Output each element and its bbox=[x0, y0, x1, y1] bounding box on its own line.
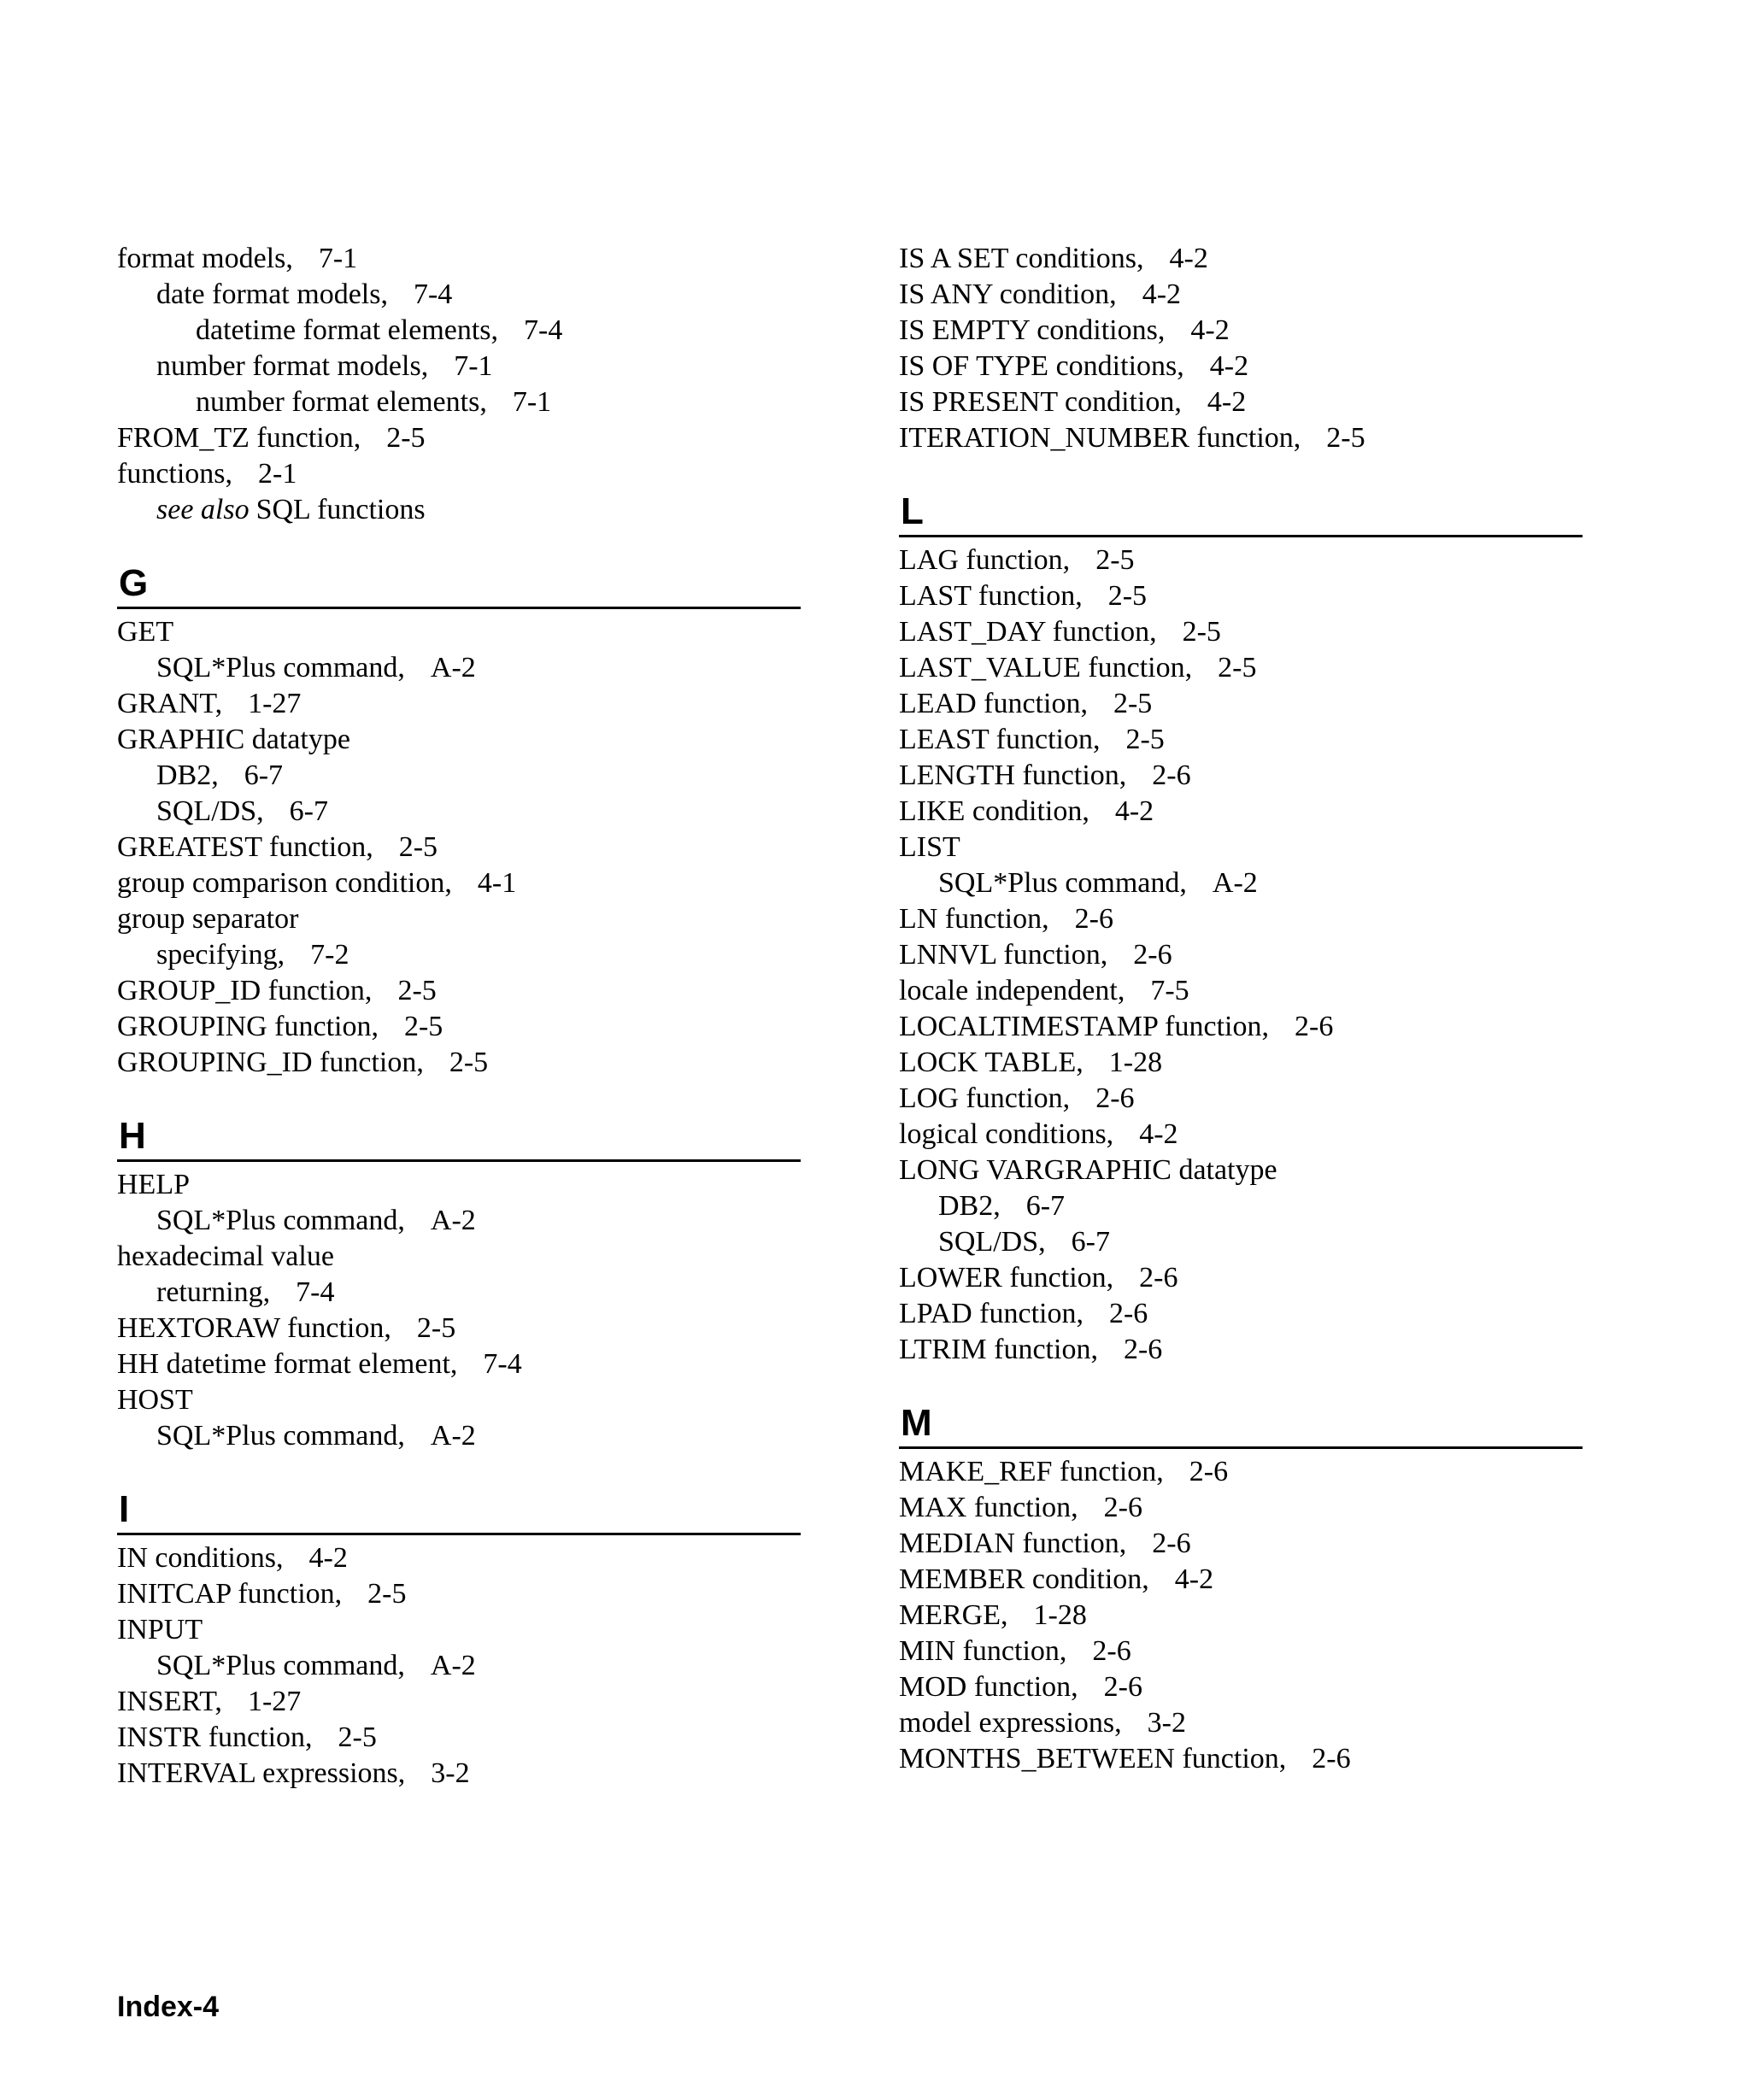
page-reference: 4-2 bbox=[1142, 279, 1182, 310]
index-entry bbox=[117, 1239, 801, 1275]
index-entry bbox=[899, 830, 1583, 865]
page-reference: 2-5 bbox=[449, 1047, 489, 1078]
page-reference: 4-2 bbox=[1209, 350, 1249, 382]
index-term: IS ANY condition, bbox=[899, 279, 1117, 310]
index-entry bbox=[117, 901, 801, 937]
index-entry bbox=[117, 1684, 801, 1720]
page-reference: 1-27 bbox=[247, 1686, 302, 1717]
index-entry bbox=[117, 1382, 801, 1418]
index-entry bbox=[899, 1454, 1583, 1490]
index-term: GROUPING_ID function, bbox=[117, 1047, 424, 1078]
index-entry bbox=[117, 722, 801, 758]
index-term: DB2, bbox=[938, 1190, 1001, 1222]
index-term: format models, bbox=[117, 243, 293, 274]
index-term: LTRIM function, bbox=[899, 1334, 1098, 1365]
index-term: LAST_VALUE function, bbox=[899, 652, 1193, 683]
page-reference: 2-6 bbox=[1103, 1492, 1142, 1523]
page-reference: 1-28 bbox=[1108, 1047, 1163, 1078]
index-entry bbox=[117, 1009, 801, 1045]
page-reference: 2-6 bbox=[1092, 1635, 1131, 1667]
index-term: MEMBER condition, bbox=[899, 1563, 1149, 1595]
index-subentry bbox=[117, 313, 801, 349]
page-reference: 7-4 bbox=[524, 314, 563, 346]
index-term: MAX function, bbox=[899, 1492, 1078, 1523]
page-reference: 2-6 bbox=[1123, 1334, 1163, 1365]
page-reference: 2-5 bbox=[367, 1578, 407, 1610]
index-entry bbox=[899, 1526, 1583, 1562]
index-term: SQL*Plus command, bbox=[156, 1650, 405, 1681]
index-entry bbox=[117, 1167, 801, 1203]
page-reference: 2-5 bbox=[403, 1011, 443, 1042]
page-reference: 2-6 bbox=[1139, 1262, 1178, 1293]
page-reference: 2-5 bbox=[1113, 688, 1153, 719]
index-entry bbox=[899, 1117, 1583, 1153]
page-reference: 3-2 bbox=[1147, 1707, 1186, 1739]
index-term: SQL/DS, bbox=[156, 795, 264, 827]
index-term: group comparison condition, bbox=[117, 867, 452, 899]
page-reference: A-2 bbox=[430, 1650, 476, 1681]
index-term: FROM_TZ function, bbox=[117, 422, 361, 454]
page-reference: 2-5 bbox=[1095, 544, 1135, 576]
page-reference: 7-2 bbox=[310, 939, 349, 971]
index-term: LONG VARGRAPHIC datatype bbox=[899, 1154, 1277, 1186]
index-term: functions, bbox=[117, 458, 233, 490]
index-term: INSTR function, bbox=[117, 1722, 313, 1753]
page-footer-label: Index-4 bbox=[117, 1991, 220, 2023]
index-subentry bbox=[117, 1275, 801, 1311]
index-term: LAG function, bbox=[899, 544, 1071, 576]
index-term: DB2, bbox=[156, 760, 219, 791]
page-reference: 2-6 bbox=[1295, 1011, 1334, 1042]
page-reference: 2-5 bbox=[1107, 580, 1148, 612]
page-reference: 6-7 bbox=[1025, 1190, 1066, 1222]
section-heading-i: I bbox=[117, 1488, 801, 1535]
index-term: MEDIAN function, bbox=[899, 1528, 1127, 1559]
index-entry bbox=[117, 456, 801, 492]
index-entry bbox=[899, 1562, 1583, 1598]
index-entry bbox=[117, 1612, 801, 1648]
index-entry bbox=[899, 1332, 1583, 1368]
page-reference: A-2 bbox=[1212, 867, 1258, 899]
page-reference: 7-4 bbox=[413, 279, 453, 310]
index-term: GRAPHIC datatype bbox=[117, 724, 350, 755]
index-subentry bbox=[899, 1188, 1583, 1224]
index-term: LAST_DAY function, bbox=[899, 616, 1157, 648]
index-term: locale independent, bbox=[899, 975, 1125, 1006]
index-term: MERGE, bbox=[899, 1599, 1008, 1631]
index-term: HH datetime format element, bbox=[117, 1348, 458, 1380]
index-term: hexadecimal value bbox=[117, 1241, 334, 1272]
index-term: LN function, bbox=[899, 903, 1049, 935]
page-reference: 7-4 bbox=[296, 1276, 335, 1308]
index-term: LIST bbox=[899, 831, 960, 863]
page-reference: 6-7 bbox=[289, 795, 328, 827]
page-reference: 2-6 bbox=[1189, 1456, 1229, 1487]
index-entry bbox=[117, 1311, 801, 1346]
page-reference: 2-1 bbox=[258, 458, 297, 490]
index-term: SQL*Plus command, bbox=[156, 652, 405, 683]
index-subentry bbox=[117, 937, 801, 973]
index-term: GROUP_ID function, bbox=[117, 975, 373, 1006]
index-entry bbox=[899, 937, 1583, 973]
index-term: HELP bbox=[117, 1169, 190, 1200]
index-entry bbox=[899, 686, 1583, 722]
index-subentry bbox=[117, 277, 801, 313]
index-entry bbox=[899, 1081, 1583, 1117]
see-also-entry bbox=[117, 492, 801, 528]
index-subentry bbox=[899, 1224, 1583, 1260]
index-term: number format models, bbox=[156, 350, 429, 382]
index-term: LNNVL function, bbox=[899, 939, 1108, 971]
page-reference: 4-1 bbox=[477, 867, 517, 899]
page-reference: 3-2 bbox=[431, 1757, 470, 1789]
index-entry bbox=[899, 722, 1583, 758]
index-entry bbox=[117, 1756, 801, 1792]
index-entry bbox=[899, 758, 1583, 794]
index-term: date format models, bbox=[156, 279, 388, 310]
page-reference: 2-5 bbox=[338, 1722, 377, 1753]
index-entry bbox=[899, 420, 1583, 456]
index-term: MONTHS_BETWEEN function, bbox=[899, 1743, 1287, 1774]
index-entry bbox=[899, 1669, 1583, 1705]
page-reference: 2-6 bbox=[1074, 903, 1113, 935]
index-entry bbox=[117, 1540, 801, 1576]
index-term: SQL functions bbox=[255, 494, 426, 525]
index-column-left bbox=[117, 241, 801, 1792]
index-entry bbox=[117, 420, 801, 456]
index-entry bbox=[117, 865, 801, 901]
page-reference: 2-6 bbox=[1152, 1528, 1191, 1559]
page-reference: 2-5 bbox=[1182, 616, 1221, 648]
index-term: GRANT, bbox=[117, 688, 223, 719]
page-reference: 7-1 bbox=[318, 243, 358, 274]
page-reference: 1-27 bbox=[248, 688, 302, 719]
index-column-right bbox=[899, 241, 1583, 1777]
page-reference: 4-2 bbox=[1169, 243, 1208, 274]
index-term: INPUT bbox=[117, 1614, 203, 1645]
index-entry bbox=[899, 349, 1583, 384]
page-reference: 2-6 bbox=[1095, 1082, 1135, 1114]
index-term: IS PRESENT condition, bbox=[899, 386, 1182, 418]
index-subentry bbox=[117, 1203, 801, 1239]
index-entry bbox=[899, 277, 1583, 313]
index-entry bbox=[899, 650, 1583, 686]
page-reference: 2-6 bbox=[1103, 1671, 1142, 1703]
page-reference: 2-6 bbox=[1312, 1743, 1351, 1774]
index-term: IN conditions, bbox=[117, 1542, 284, 1574]
page-reference: 4-2 bbox=[1139, 1118, 1178, 1150]
index-term: group separator bbox=[117, 903, 299, 935]
index-entry bbox=[117, 686, 801, 722]
index-term: LOCALTIMESTAMP function, bbox=[899, 1011, 1269, 1042]
page-reference: 6-7 bbox=[1071, 1226, 1110, 1258]
index-term: GROUPING function, bbox=[117, 1011, 379, 1042]
index-entry bbox=[899, 578, 1583, 614]
page-reference: 7-1 bbox=[454, 350, 493, 382]
page-reference: 2-5 bbox=[1125, 724, 1165, 755]
index-term: datetime format elements, bbox=[196, 314, 499, 346]
index-term: IS A SET conditions, bbox=[899, 243, 1144, 274]
page-reference: 7-4 bbox=[483, 1348, 522, 1380]
index-entry bbox=[899, 1296, 1583, 1332]
index-entry bbox=[899, 901, 1583, 937]
index-entry bbox=[899, 1009, 1583, 1045]
index-term: GET bbox=[117, 616, 174, 648]
index-entry bbox=[899, 794, 1583, 830]
page-reference: 2-5 bbox=[416, 1312, 456, 1344]
index-entry bbox=[117, 1576, 801, 1612]
index-term: SQL*Plus command, bbox=[156, 1205, 405, 1236]
index-term: logical conditions, bbox=[899, 1118, 1114, 1150]
index-subentry bbox=[117, 794, 801, 830]
index-subentry bbox=[117, 1418, 801, 1454]
page-reference: 7-1 bbox=[512, 386, 552, 418]
index-entry bbox=[117, 1346, 801, 1382]
see-also-label: see also bbox=[156, 494, 250, 525]
index-term: specifying, bbox=[156, 939, 285, 971]
page-reference: A-2 bbox=[430, 652, 476, 683]
index-term: HOST bbox=[117, 1384, 193, 1416]
index-entry bbox=[899, 1634, 1583, 1669]
index-entry bbox=[899, 313, 1583, 349]
index-term: SQL/DS, bbox=[938, 1226, 1046, 1258]
index-subentry bbox=[117, 1648, 801, 1684]
index-term: IS OF TYPE conditions, bbox=[899, 350, 1184, 382]
index-entry bbox=[117, 614, 801, 650]
index-entry bbox=[899, 1741, 1583, 1777]
page-reference: 4-2 bbox=[1174, 1563, 1214, 1595]
section-heading-l: L bbox=[899, 490, 1583, 537]
index-entry bbox=[117, 830, 801, 865]
page-reference: 4-2 bbox=[308, 1542, 348, 1574]
index-entry bbox=[899, 1598, 1583, 1634]
page-reference: A-2 bbox=[430, 1205, 476, 1236]
index-entry bbox=[899, 1045, 1583, 1081]
index-term: IS EMPTY conditions, bbox=[899, 314, 1166, 346]
page-reference: 2-6 bbox=[1108, 1298, 1148, 1329]
section-heading-m: M bbox=[899, 1402, 1583, 1449]
index-entry bbox=[117, 1720, 801, 1756]
index-term: LIKE condition, bbox=[899, 795, 1089, 827]
index-term: model expressions, bbox=[899, 1707, 1122, 1739]
index-term: GREATEST function, bbox=[117, 831, 373, 863]
index-term: LOG function, bbox=[899, 1082, 1071, 1114]
index-entry bbox=[899, 1705, 1583, 1741]
index-entry bbox=[899, 614, 1583, 650]
index-subentry bbox=[117, 349, 801, 384]
index-term: SQL*Plus command, bbox=[938, 867, 1187, 899]
index-term: LOWER function, bbox=[899, 1262, 1114, 1293]
index-entry bbox=[117, 973, 801, 1009]
index-entry bbox=[899, 241, 1583, 277]
index-entry bbox=[117, 241, 801, 277]
page-reference: 2-5 bbox=[398, 831, 438, 863]
index-term: MAKE_REF function, bbox=[899, 1456, 1164, 1487]
index-subentry bbox=[117, 650, 801, 686]
section-heading-h: H bbox=[117, 1115, 801, 1162]
index-term: LEAST function, bbox=[899, 724, 1101, 755]
page-reference: 6-7 bbox=[244, 760, 284, 791]
page-reference: A-2 bbox=[430, 1420, 476, 1452]
page-reference: 1-28 bbox=[1033, 1599, 1087, 1631]
page-reference: 7-5 bbox=[1150, 975, 1189, 1006]
index-term: ITERATION_NUMBER function, bbox=[899, 422, 1301, 454]
page-reference: 4-2 bbox=[1207, 386, 1247, 418]
index-term: HEXTORAW function, bbox=[117, 1312, 391, 1344]
index-entry bbox=[899, 1153, 1583, 1188]
page-reference: 2-5 bbox=[1218, 652, 1257, 683]
index-term: INITCAP function, bbox=[117, 1578, 343, 1610]
page-reference: 4-2 bbox=[1114, 795, 1154, 827]
index-term: LPAD function, bbox=[899, 1298, 1083, 1329]
index-term: MOD function, bbox=[899, 1671, 1078, 1703]
index-subentry bbox=[899, 865, 1583, 901]
index-term: INTERVAL expressions, bbox=[117, 1757, 406, 1789]
index-entry bbox=[117, 1045, 801, 1081]
page-reference: 2-5 bbox=[1326, 422, 1365, 454]
page-reference: 2-5 bbox=[386, 422, 426, 454]
page-reference: 2-6 bbox=[1133, 939, 1172, 971]
index-entry bbox=[899, 1490, 1583, 1526]
index-entry bbox=[899, 543, 1583, 578]
index-term: LENGTH function, bbox=[899, 760, 1127, 791]
index-term: number format elements, bbox=[196, 386, 487, 418]
index-term: LOCK TABLE, bbox=[899, 1047, 1083, 1078]
index-term: MIN function, bbox=[899, 1635, 1067, 1667]
index-subentry bbox=[117, 384, 801, 420]
section-heading-g: G bbox=[117, 562, 801, 609]
page-reference: 2-6 bbox=[1152, 760, 1191, 791]
index-term: LAST function, bbox=[899, 580, 1083, 612]
page-reference: 4-2 bbox=[1190, 314, 1230, 346]
page-reference: 2-5 bbox=[397, 975, 437, 1006]
index-entry bbox=[899, 1260, 1583, 1296]
index-subentry bbox=[117, 758, 801, 794]
index-term: INSERT, bbox=[117, 1686, 222, 1717]
index-entry bbox=[899, 973, 1583, 1009]
index-term: LEAD function, bbox=[899, 688, 1088, 719]
index-term: returning, bbox=[156, 1276, 271, 1308]
index-entry bbox=[899, 384, 1583, 420]
index-term: SQL*Plus command, bbox=[156, 1420, 405, 1452]
